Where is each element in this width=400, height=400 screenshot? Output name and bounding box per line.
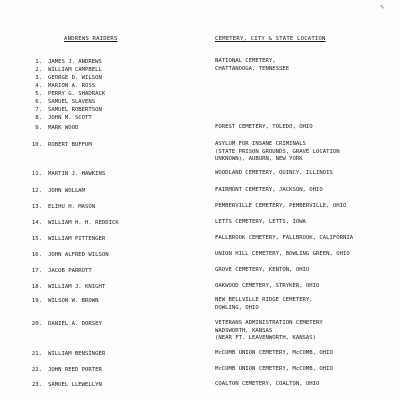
entry-number: 4. xyxy=(35,83,42,89)
entry-numbers xyxy=(14,283,42,291)
location-line: FOREST CEMETERY, TOLEDO, OHIO xyxy=(215,124,313,130)
entry-numbers xyxy=(14,366,42,374)
entry-number: 8. xyxy=(35,115,42,121)
entry-numbers xyxy=(14,170,42,178)
raider-names xyxy=(48,170,105,178)
location-line: PEMBERVILLE CEMETERY, PEMBERVILLE, OHIO xyxy=(215,203,347,209)
cemetery-location xyxy=(215,283,395,291)
raider-name: ROBERT BUFFUM xyxy=(48,142,92,148)
raider-names xyxy=(48,381,102,389)
location-line: UNKNOWN), AUBURN, NEW YORK xyxy=(215,156,303,162)
raider-name: WILLIAM BENSINGER xyxy=(48,351,106,357)
location-line: WOODLAND CEMETERY, QUINCY, ILLINOIS xyxy=(215,170,333,176)
entry-numbers xyxy=(14,141,42,149)
location-line: NEW BELLVILLE RIDGE CEMETERY, xyxy=(215,297,313,303)
entry-numbers xyxy=(14,187,42,195)
cemetery-location xyxy=(215,203,395,211)
raider-name: WILSON W. BROWN xyxy=(48,298,99,304)
cemetery-location xyxy=(215,141,395,164)
raider-name: WILLIAM J. KNIGHT xyxy=(48,284,106,290)
entry-number: 7. xyxy=(35,107,42,113)
entry-number: 11. xyxy=(31,171,42,177)
cemetery-location xyxy=(215,219,395,227)
cemetery-location xyxy=(215,170,395,178)
entry-number: 2. xyxy=(35,67,42,73)
entry-number: 3. xyxy=(35,75,42,81)
location-line: CHATTANOOGA, TENNESSEE xyxy=(215,65,290,72)
raider-name: SAMUEL LLEWELLYN xyxy=(48,382,102,388)
entry-numbers xyxy=(14,203,42,211)
entry-numbers xyxy=(14,381,42,389)
raider-names xyxy=(48,203,95,211)
raider-name: JOHN M. SCOTT xyxy=(48,115,92,121)
raider-name: JOHN ALFRED WILSON xyxy=(48,252,109,258)
entry-number: 23. xyxy=(31,382,42,388)
entry-numbers xyxy=(14,320,42,328)
entry-number: 20. xyxy=(31,321,42,327)
raider-name: WILLIAM PITTENGER xyxy=(48,236,106,242)
entry-number: 12. xyxy=(31,188,42,194)
cemetery-location xyxy=(215,350,395,358)
raider-names xyxy=(48,251,109,259)
entry-numbers xyxy=(14,251,42,259)
corner-mark: ✎ xyxy=(380,3,385,11)
cemetery-location xyxy=(215,267,395,275)
raider-names xyxy=(48,58,105,122)
raider-names xyxy=(48,297,99,305)
raider-name: GEORGE D. WILSON xyxy=(48,75,102,81)
raider-name: JAMES J. ANDREWS xyxy=(48,59,102,65)
entry-numbers xyxy=(14,235,42,243)
raider-name: MARK WOOD xyxy=(48,125,79,131)
location-line: COALTON CEMETERY, COALTON, OHIO xyxy=(215,381,320,387)
entry-numbers xyxy=(14,350,42,358)
raider-name: JOHN WOLLAM xyxy=(48,188,86,194)
raider-name: JOHN REED PORTER xyxy=(48,367,102,373)
entry-numbers xyxy=(14,58,42,122)
raider-name: JACOB PARROTT xyxy=(48,268,92,274)
location-line: FAIRMONT CEMETERY, JACKSON, OHIO xyxy=(215,187,323,193)
raider-name: SAMUEL SLAVENS xyxy=(48,99,96,105)
location-line: OAKWOOD CEMETERY, STRYKER, OHIO xyxy=(215,283,320,289)
raider-names xyxy=(48,366,102,374)
location-line: (NEAR FT. LEAVENWORTH, KANSAS) xyxy=(215,335,317,341)
entry-number: 19. xyxy=(31,298,42,304)
location-line: UNION HILL CEMETERY, BOWLING GREEN, OHIO xyxy=(215,251,350,257)
cemetery-location xyxy=(215,297,395,312)
raider-names xyxy=(48,124,78,132)
cemetery-location xyxy=(215,320,395,343)
raider-name: PERRY G. SHADRACK xyxy=(48,91,106,97)
entry-number: 6. xyxy=(35,99,42,105)
raider-names xyxy=(48,141,92,149)
raider-name: WILLIAM H. H. REDDICK xyxy=(48,220,119,226)
cemetery-location xyxy=(215,124,395,132)
location-line: ASYLUM FOR INSANE CRIMINALS xyxy=(215,141,306,147)
raider-names xyxy=(48,187,85,195)
entry-number: 14. xyxy=(31,220,42,226)
cemetery-location xyxy=(215,381,395,389)
raider-names xyxy=(48,350,105,358)
entry-number: 9. xyxy=(35,125,42,131)
entry-number: 21. xyxy=(31,351,42,357)
entry-numbers xyxy=(14,219,42,227)
location-line: WADSWORTH, KANSAS xyxy=(215,327,273,334)
entry-numbers xyxy=(14,267,42,275)
cemetery-location xyxy=(215,187,395,195)
cemetery-location xyxy=(215,366,395,374)
location-line: FALLBROOK CEMETERY, FALLBROOK, CALIFORNIA xyxy=(215,235,354,241)
header-cemetery-location: CEMETERY, CITY & STATE LOCATION xyxy=(215,36,326,42)
entry-number: 17. xyxy=(31,268,42,274)
raider-name: DANIEL A. DORSEY xyxy=(48,321,102,327)
location-line: (STATE PRISON GROUNDS, GRAVE LOCATION xyxy=(215,148,340,155)
cemetery-location xyxy=(215,251,395,259)
entry-number: 22. xyxy=(31,367,42,373)
entry-number: 5. xyxy=(35,91,42,97)
location-line: VETERANS ADMINISTRATION CEMETERY xyxy=(215,320,323,326)
location-line: NATIONAL CEMETERY, xyxy=(215,58,276,64)
location-line: DOWLING, OHIO xyxy=(215,304,259,311)
entry-number: 13. xyxy=(31,204,42,210)
raider-name: MARTIN J. HAWKINS xyxy=(48,171,106,177)
raider-names xyxy=(48,267,92,275)
entry-number: 18. xyxy=(31,284,42,290)
entry-number: 16. xyxy=(31,252,42,258)
location-line: LETTS CEMETERY, LETTS, IOWA xyxy=(215,219,306,225)
entry-number: 1. xyxy=(35,59,42,65)
location-line: GROVE CEMETERY, KENTON, OHIO xyxy=(215,267,310,273)
header-raiders: ANDREWS RAIDERS xyxy=(64,36,118,42)
location-line: McCOMB UNION CEMETERY, McCOMB, OHIO xyxy=(215,350,333,356)
cemetery-location xyxy=(215,235,395,243)
entry-numbers xyxy=(14,124,42,132)
location-line: McCOMB UNION CEMETERY, McCOMB, OHIO xyxy=(215,366,333,372)
cemetery-location xyxy=(215,58,395,73)
entry-number: 15. xyxy=(31,236,42,242)
raider-name: WILLIAM CAMPBELL xyxy=(48,67,102,73)
entry-numbers xyxy=(14,297,42,305)
raider-names xyxy=(48,320,102,328)
raider-names xyxy=(48,235,105,243)
raider-name: SAMUEL ROBERTSON xyxy=(48,107,102,113)
raider-name: ELIHU H. MASON xyxy=(48,204,96,210)
raider-names xyxy=(48,283,105,291)
raider-name: MARION A. ROSS xyxy=(48,83,96,89)
raider-names xyxy=(48,219,119,227)
entry-number: 10. xyxy=(31,142,42,148)
